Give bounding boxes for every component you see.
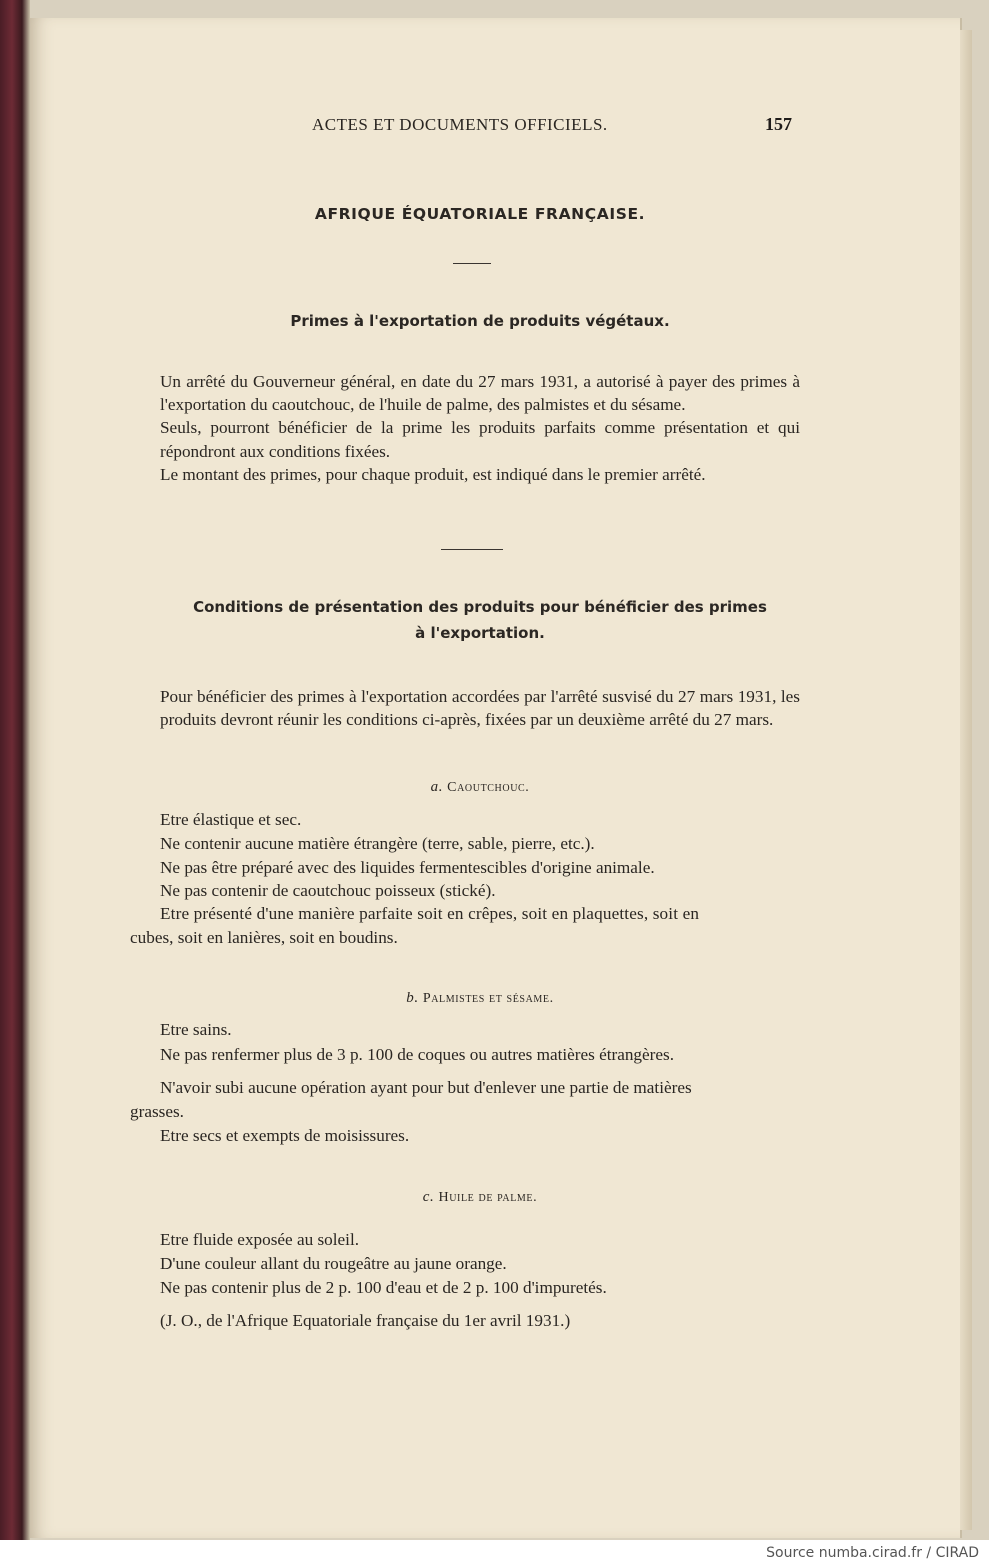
source-citation: (J. O., de l'Afrique Equatoriale française du 1er avril 1931.) xyxy=(160,1311,571,1330)
condition-line: D'une couleur allant du rougeâtre au jaune orange. xyxy=(160,1254,507,1273)
condition-line-continued: grasses. xyxy=(130,1102,184,1121)
subsection-heading xyxy=(160,1189,800,1206)
article-body xyxy=(160,370,800,486)
page-edge xyxy=(960,30,972,1530)
subsection-heading xyxy=(160,990,800,1007)
subsection-title: Huile de palme. xyxy=(438,1190,538,1205)
subsection-heading xyxy=(160,779,800,796)
condition-line: Ne pas être préparé avec des liquides fermentescibles d'origine animale. xyxy=(160,858,655,877)
condition-line: N'avoir subi aucune opération ayant pour but d'enlever une partie de matières xyxy=(160,1078,692,1097)
condition-line: Etre secs et exempts de moisissures. xyxy=(160,1126,410,1145)
page-number: 157 xyxy=(765,114,792,134)
condition-line: Etre sains. xyxy=(160,1020,232,1039)
book-binding xyxy=(0,0,30,1540)
condition-line: Ne pas contenir de caoutchouc poisseux (stické). xyxy=(160,881,496,900)
subsection-letter: a. xyxy=(430,779,444,795)
paragraph: Le montant des primes, pour chaque produit, est indiqué dans le premier arrêté. xyxy=(160,464,706,484)
condition-line: Etre fluide exposée au soleil. xyxy=(160,1230,360,1249)
subsection-letter: b. xyxy=(406,990,419,1006)
paragraph: Seuls, pourront bénéficier de la prime les produits parfaits comme présentation et qui répondront aux conditions fixées. xyxy=(160,418,800,461)
paragraph: Pour bénéficier des primes à l'exportation accordées par l'arrêté susvisé du 27 mars 1931, les produits devront réunir les conditions ci-après, fixées par un deuxième arrêté du 27 mars. xyxy=(160,687,800,730)
subsection-title: Palmistes et sésame. xyxy=(422,991,554,1006)
subsection-letter: c. xyxy=(422,1189,435,1205)
condition-line: Ne pas contenir plus de 2 p. 100 d'eau et de 2 p. 100 d'impuretés. xyxy=(160,1278,607,1297)
article-title: Primes à l'exportation de produits végétaux. xyxy=(290,312,670,330)
divider-rule xyxy=(441,549,503,550)
condition-line: Etre élastique et sec. xyxy=(160,810,302,829)
article-title-continued: à l'exportation. xyxy=(415,624,545,642)
subsection-title: Caoutchouc. xyxy=(447,780,530,795)
condition-line: Ne pas renfermer plus de 3 p. 100 de coques ou autres matières étrangères. xyxy=(160,1045,674,1064)
running-head: ACTES ET DOCUMENTS OFFICIELS. xyxy=(312,115,608,134)
intro-paragraph xyxy=(160,685,800,731)
source-credit: Source numba.cirad.fr / CIRAD xyxy=(766,1545,979,1561)
divider-rule xyxy=(453,263,491,264)
condition-line: Ne contenir aucune matière étrangère (terre, sable, pierre, etc.). xyxy=(160,834,595,853)
paragraph: Un arrêté du Gouverneur général, en date du 27 mars 1931, a autorisé à payer des primes à l'exportation du caoutchouc, de l'huile de palme, des palmistes et du sésame. xyxy=(160,372,800,415)
condition-line: Etre présenté d'une manière parfaite soit en crêpes, soit en plaquettes, soit en xyxy=(160,904,700,923)
section-title: AFRIQUE ÉQUATORIALE FRANÇAISE. xyxy=(314,205,646,223)
article-title: Conditions de présentation des produits pour bénéficier des primes xyxy=(193,598,767,616)
condition-line-continued: cubes, soit en lanières, soit en boudins. xyxy=(130,928,398,947)
